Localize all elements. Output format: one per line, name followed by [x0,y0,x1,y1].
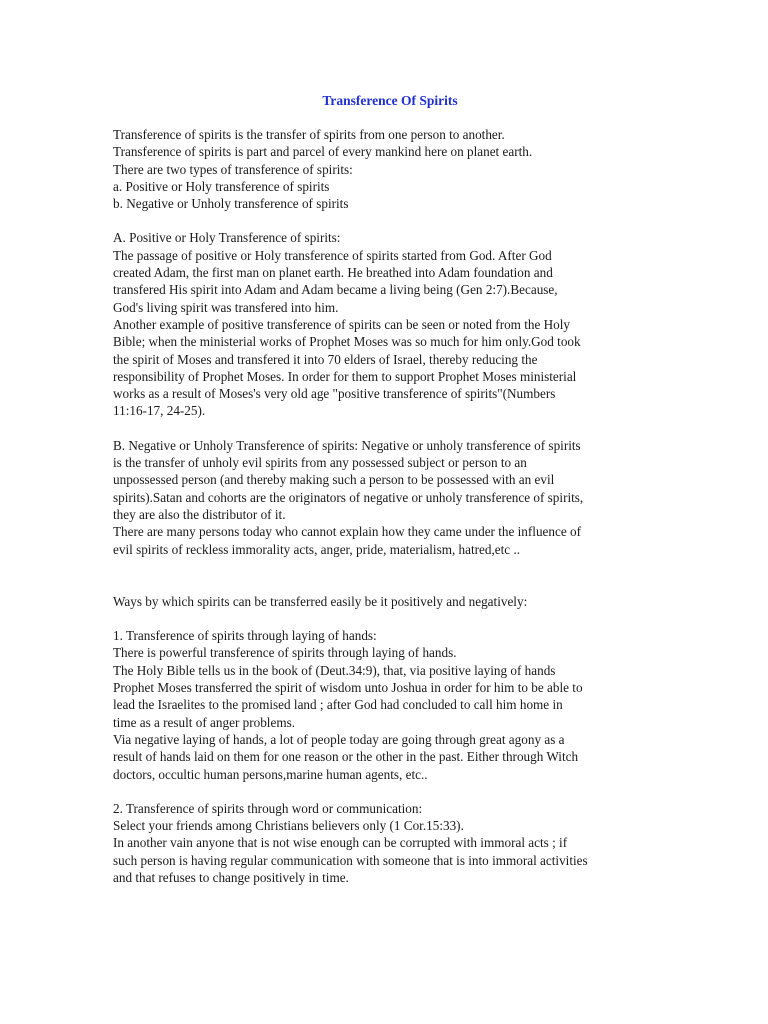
text-line: works as a result of Moses's very old age "positive transference of spirits"(Numbers [113,386,556,402]
way-1-heading: 1. Transference of spirits through laying of hands: [113,628,377,644]
text-line: Via negative laying of hands, a lot of people today are going through great agony as a [113,731,565,747]
section-b-heading: B. Negative or Unholy Transference of spirits: Negative or unholy transference of spirits [113,437,581,453]
text-line: Transference of spirits is the transfer of spirits from one person to another. [113,127,505,142]
document-page [113,92,661,886]
intro-paragraph [113,126,661,212]
text-line: and that refuses to change positively in time. [113,869,349,885]
text-line: In another vain anyone that is not wise enough can be corrupted with immoral acts ; if [113,835,568,851]
paragraph-spacer [113,610,661,627]
text-line: doctors, occultic human persons,marine human agents, etc.. [113,766,428,782]
section-a-heading: A. Positive or Holy Transference of spirits: [113,230,341,246]
text-line: b. Negative or Unholy transference of spirits [113,196,349,212]
text-line: Prophet Moses transferred the spirit of wisdom unto Joshua in order for him to be able to [113,680,583,696]
text-line: transfered His spirit into Adam and Adam became a living being (Gen 2:7).Because, [113,282,558,298]
paragraph-spacer [113,420,661,437]
text-line: result of hands laid on them for one reason or the other in the past. Either through Witch [113,749,579,765]
text-line: There are two types of transference of spirits: [113,161,353,177]
text-line: created Adam, the first man on planet earth. He breathed into Adam foundation and [113,265,553,281]
way-2-paragraph [113,800,661,886]
document-title: Transference Of Spirits [322,93,458,108]
text-line: Ways by which spirits can be transferred easily be it positively and negatively: [113,593,528,609]
text-line: There is powerful transference of spirits through laying of hands. [113,645,457,661]
section-b-paragraph [113,437,661,558]
text-line: responsibility of Prophet Moses. In order for them to support Prophet Moses ministerial [113,368,577,384]
text-line: the spirit of Moses and transfered it into 70 elders of Israel, thereby reducing the [113,351,538,367]
section-a-paragraph [113,229,661,419]
text-line: such person is having regular communication with someone that is into immoral activities [113,852,588,868]
text-line: Bible; when the ministerial works of Prophet Moses was so much for him only.God took [113,334,581,350]
text-line: The passage of positive or Holy transference of spirits started from God. After God [113,247,552,263]
way-1-paragraph [113,627,661,783]
ways-intro-paragraph [113,593,661,610]
text-line: Another example of positive transference of spirits can be seen or noted from the Holy [113,316,571,332]
text-line: spirits).Satan and cohorts are the originators of negative or unholy transference of spirits, [113,489,584,505]
paragraph-spacer [113,783,661,800]
text-line: The Holy Bible tells us in the book of (Deut.34:9), that, via positive laying of hands [113,662,556,678]
text-line: Select your friends among Christians believers only (1 Cor.15:33). [113,818,464,834]
text-line: a. Positive or Holy transference of spirits [113,178,330,194]
text-line: 11:16-17, 24-25). [113,403,206,419]
text-line: There are many persons today who cannot explain how they came under the influence of [113,524,581,540]
text-line: is the transfer of unholy evil spirits from any possessed subject or person to an [113,455,527,471]
text-line: time as a result of anger problems. [113,714,296,730]
text-line: evil spirits of reckless immorality acts, anger, pride, materialism, hatred,etc .. [113,541,521,557]
text-line: God's living spirit was transfered into him. [113,299,339,315]
text-line: unpossessed person (and thereby making such a person to be possessed with an evil [113,472,555,488]
way-2-heading: 2. Transference of spirits through word or communication: [113,800,423,816]
text-line: lead the Israelites to the promised land ; after God had concluded to call him home in [113,697,563,713]
paragraph-spacer [113,212,661,229]
text-line: Transference of spirits is part and parcel of every mankind here on planet earth. [113,144,533,160]
text-line: they are also the distributor of it. [113,506,286,522]
paragraph-spacer [113,558,661,593]
